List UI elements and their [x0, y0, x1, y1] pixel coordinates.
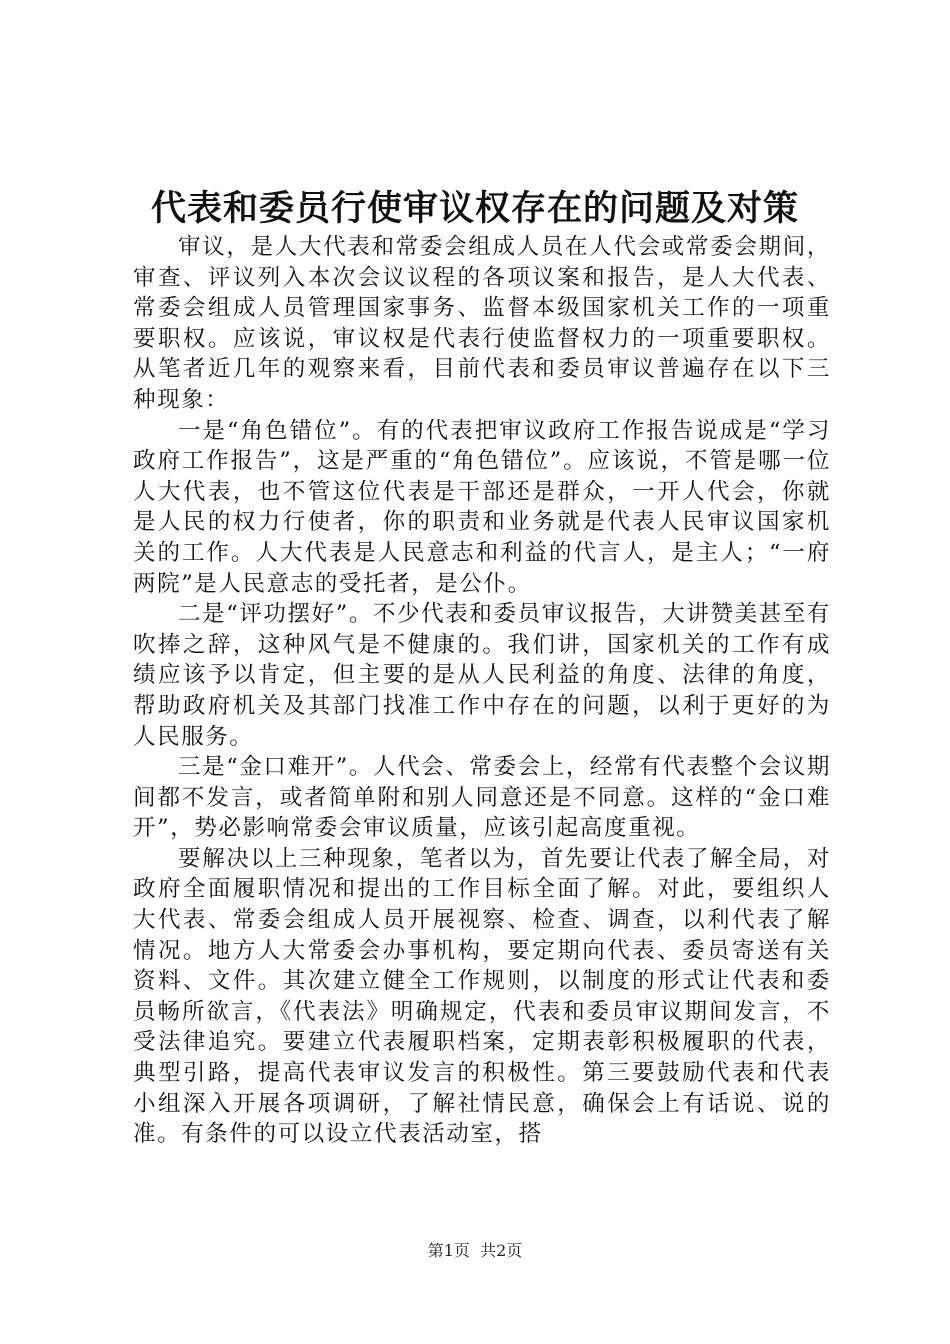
- document-body: [133, 232, 831, 1150]
- paragraph-solutions: 要解决以上三种现象，笔者以为，首先要让代表了解全局，对政府全面履职情况和提出的工作目标全面了解。对此，要组织人大代表、常委会组成人员开展视察、检查、调查，以利代表了解情况。地方人大常委会办事机构，要定期向代表、委员寄送有关资料、文件。其次建立健全工作规则，以制度的形式让代表和委员畅所欲言，《代表法》明确规定，代表和委员审议期间发言，不受法律追究。要建立代表履职档案，定期表彰积极履职的代表，典型引路，提高代表审议发言的积极性。第三要鼓励代表和代表小组深入开展各项调研，了解社情民意，确保会上有话说、说的准。有条件的可以设立代表活动室，搭: [133, 845, 831, 1148]
- page-total: 共2页: [480, 1241, 523, 1260]
- paragraph-silence: 三是“金口难开”。人代会、常委会上，经常有代表整个会议期间都不发言，或者简单附和别人同意还是不同意。这样的“金口难开”，势必影响常委会审议质量，应该引起高度重视。: [133, 754, 831, 842]
- footer-spacer: [470, 1241, 480, 1260]
- paragraph-praise: 二是“评功摆好”。不少代表和委员审议报告，大讲赞美甚至有吹捧之辞，这种风气是不健康的。我们讲，国家机关的工作有成绩应该予以肯定，但主要的是从人民利益的角度、法律的角度，帮助政府机关及其部门找准工作中存在的问题，以利于更好的为人民服务。: [133, 601, 831, 750]
- page-footer: [0, 1240, 950, 1262]
- paragraph-role-misplacement: 一是“角色错位”。有的代表把审议政府工作报告说成是“学习政府工作报告”，这是严重的“角色错位”。应该说，不管是哪一位人大代表，也不管这位代表是干部还是群众，一开人代会，你就是人民的权力行使者，你的职责和业务就是代表人民审议国家机关的工作。人大代表是人民意志和利益的代言人，是主人；“一府两院”是人民意志的受托者，是公仆。: [133, 417, 831, 597]
- document-title: 代表和委员行使审议权存在的问题及对策: [150, 188, 799, 229]
- page-number: 第1页: [427, 1241, 470, 1260]
- paragraph-intro: 审议，是人大代表和常委会组成人员在人代会或常委会期间，审查、评议列入本次会议议程的各项议案和报告，是人大代表、常委会组成人员管理国家事务、监督本级国家机关工作的一项重要职权。应该说，审议权是代表行使监督权力的一项重要职权。从笔者近几年的观察来看，目前代表和委员审议普遍存在以下三种现象：: [133, 234, 831, 413]
